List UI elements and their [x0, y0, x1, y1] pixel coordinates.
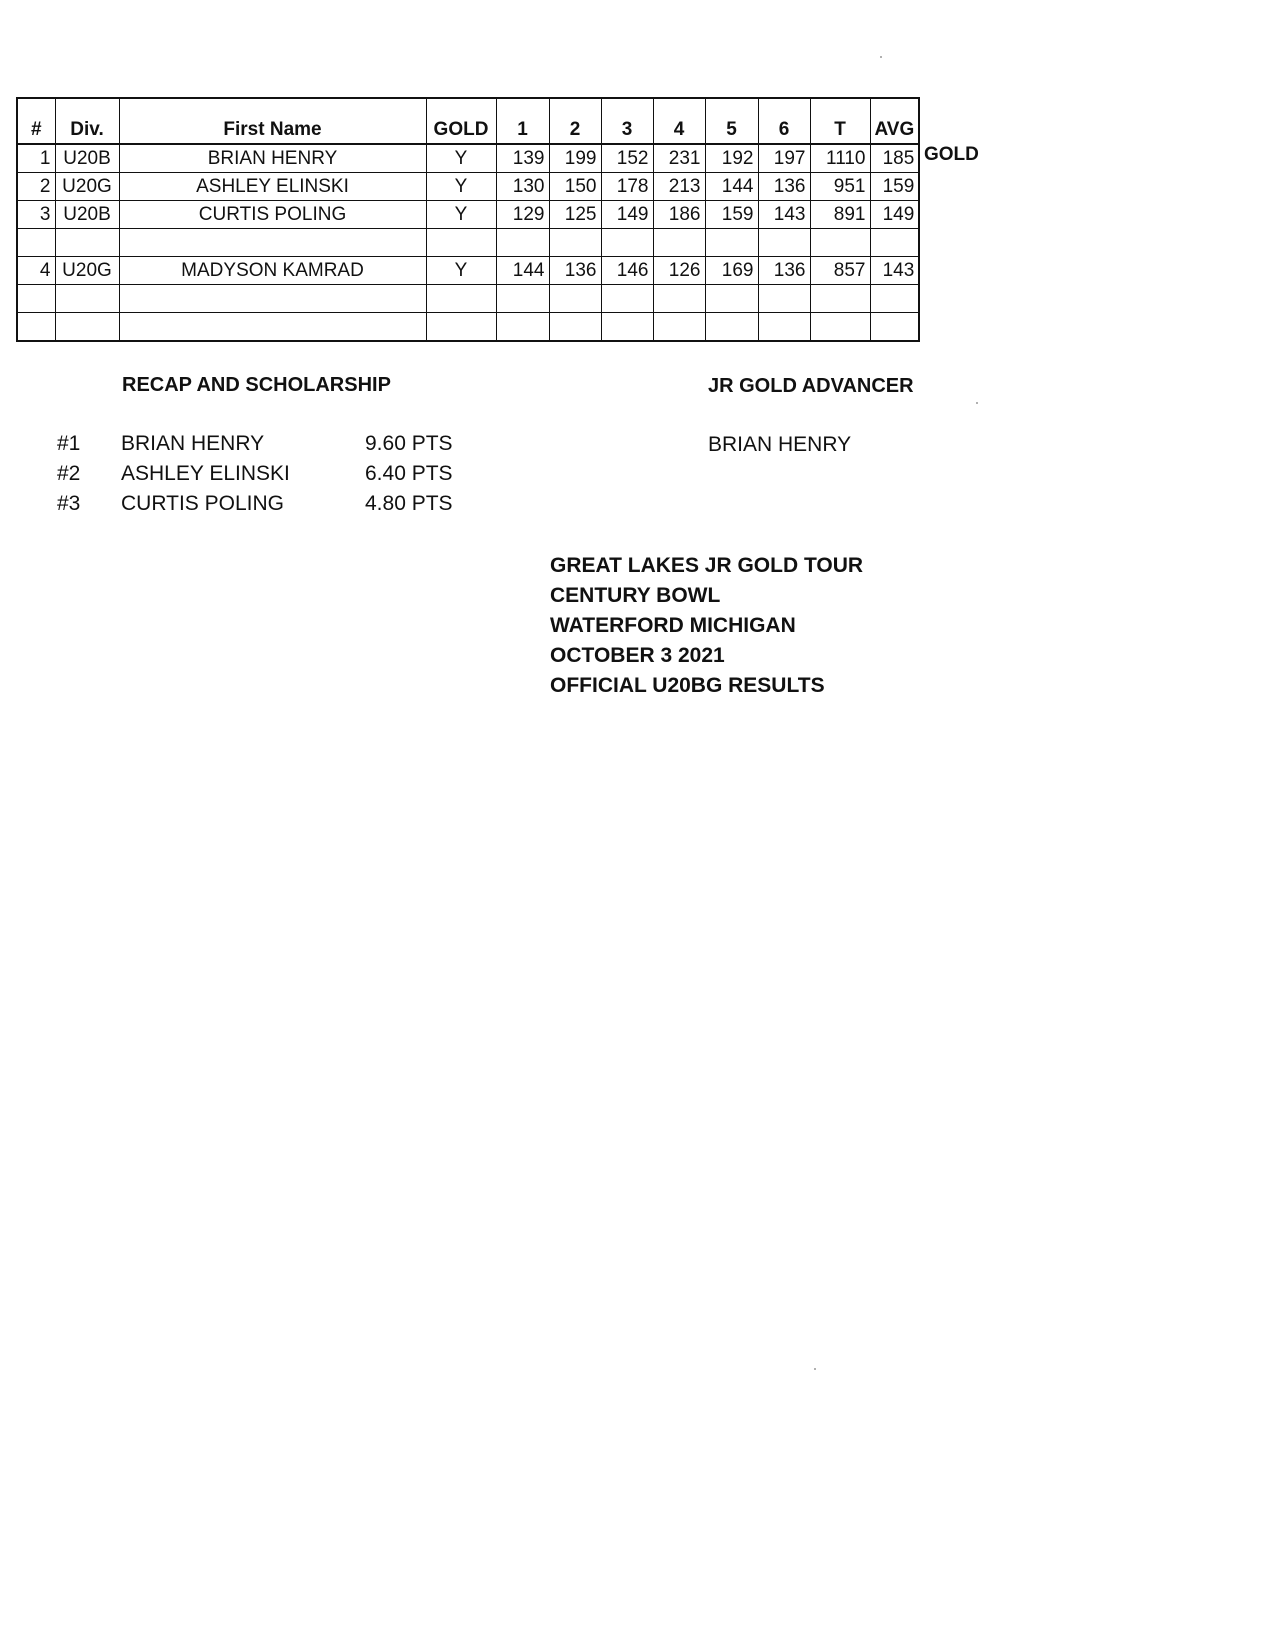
recap-name: BRIAN HENRY	[121, 432, 265, 455]
cell-first-name	[119, 285, 426, 313]
table-row	[17, 313, 919, 342]
recap-rank: #1	[57, 432, 81, 455]
cell-game-2	[549, 229, 601, 257]
cell-game-5: 144	[705, 173, 758, 201]
recap-points: 9.60 PTS	[365, 432, 453, 455]
cell-rank	[17, 313, 55, 342]
cell-total	[810, 285, 870, 313]
cell-game-1	[496, 285, 549, 313]
cell-game-4: 186	[653, 201, 705, 229]
cell-game-1: 139	[496, 144, 549, 173]
cell-gold: Y	[426, 257, 496, 285]
recap-rank: #2	[57, 462, 81, 485]
cell-first-name: CURTIS POLING	[119, 201, 426, 229]
cell-first-name	[119, 313, 426, 342]
cell-game-4	[653, 313, 705, 342]
cell-game-2: 150	[549, 173, 601, 201]
table-row	[17, 144, 919, 173]
cell-total: 891	[810, 201, 870, 229]
table-row	[17, 201, 919, 229]
cell-game-1	[496, 229, 549, 257]
gold-note: GOLD	[924, 144, 979, 165]
col-header-game-6: 6	[758, 98, 810, 144]
recap-entry	[57, 462, 477, 490]
cell-gold: Y	[426, 144, 496, 173]
cell-game-6: 143	[758, 201, 810, 229]
col-header-game-5: 5	[705, 98, 758, 144]
cell-game-5: 169	[705, 257, 758, 285]
event-tour: GREAT LAKES JR GOLD TOUR	[550, 554, 864, 577]
cell-rank: 2	[17, 173, 55, 201]
cell-game-6	[758, 285, 810, 313]
cell-first-name	[119, 229, 426, 257]
recap-entry	[57, 492, 477, 520]
cell-total: 1110	[810, 144, 870, 173]
cell-avg: 143	[870, 257, 919, 285]
cell-avg: 149	[870, 201, 919, 229]
recap-rank: #3	[57, 492, 81, 515]
cell-gold: Y	[426, 201, 496, 229]
recap-heading: RECAP AND SCHOLARSHIP	[122, 374, 391, 396]
cell-game-5	[705, 313, 758, 342]
cell-game-5: 159	[705, 201, 758, 229]
cell-game-3: 146	[601, 257, 653, 285]
cell-div: U20B	[55, 201, 119, 229]
col-header-rank: #	[17, 98, 55, 144]
cell-game-6: 197	[758, 144, 810, 173]
event-results-title: OFFICIAL U20BG RESULTS	[550, 674, 825, 697]
cell-first-name: ASHLEY ELINSKI	[119, 173, 426, 201]
event-date: OCTOBER 3 2021	[550, 644, 725, 667]
event-location: WATERFORD MICHIGAN	[550, 614, 796, 637]
scan-speck	[814, 1368, 816, 1370]
cell-game-2: 125	[549, 201, 601, 229]
cell-avg: 159	[870, 173, 919, 201]
cell-game-3	[601, 285, 653, 313]
recap-name: CURTIS POLING	[121, 492, 284, 515]
col-header-gold: GOLD	[426, 98, 496, 144]
event-venue: CENTURY BOWL	[550, 584, 721, 607]
cell-div	[55, 285, 119, 313]
cell-rank: 3	[17, 201, 55, 229]
cell-game-1: 129	[496, 201, 549, 229]
cell-game-1: 130	[496, 173, 549, 201]
cell-first-name: MADYSON KAMRAD	[119, 257, 426, 285]
table-row	[17, 173, 919, 201]
cell-game-4	[653, 285, 705, 313]
cell-game-6: 136	[758, 173, 810, 201]
recap-points: 4.80 PTS	[365, 492, 453, 515]
cell-total	[810, 229, 870, 257]
scan-speck	[880, 56, 882, 58]
cell-avg	[870, 313, 919, 342]
cell-total: 951	[810, 173, 870, 201]
cell-rank: 4	[17, 257, 55, 285]
cell-game-5: 192	[705, 144, 758, 173]
cell-game-6: 136	[758, 257, 810, 285]
col-header-game-1: 1	[496, 98, 549, 144]
cell-game-3: 178	[601, 173, 653, 201]
cell-game-2	[549, 285, 601, 313]
col-header-game-4: 4	[653, 98, 705, 144]
cell-gold	[426, 229, 496, 257]
cell-game-2: 199	[549, 144, 601, 173]
cell-rank	[17, 285, 55, 313]
cell-game-5	[705, 285, 758, 313]
cell-total: 857	[810, 257, 870, 285]
cell-game-3	[601, 229, 653, 257]
cell-avg: 185	[870, 144, 919, 173]
cell-gold	[426, 285, 496, 313]
cell-game-3	[601, 313, 653, 342]
cell-rank	[17, 229, 55, 257]
cell-first-name: BRIAN HENRY	[119, 144, 426, 173]
cell-game-3: 149	[601, 201, 653, 229]
table-row	[17, 257, 919, 285]
col-header-total: T	[810, 98, 870, 144]
cell-game-4: 126	[653, 257, 705, 285]
col-header-game-2: 2	[549, 98, 601, 144]
event-info	[550, 551, 863, 701]
cell-avg	[870, 285, 919, 313]
cell-game-4: 231	[653, 144, 705, 173]
cell-game-2	[549, 313, 601, 342]
advancer-name: BRIAN HENRY	[708, 433, 852, 456]
cell-div	[55, 313, 119, 342]
cell-game-3: 152	[601, 144, 653, 173]
cell-game-5	[705, 229, 758, 257]
col-header-avg: AVG	[870, 98, 919, 144]
header-row	[17, 98, 919, 144]
cell-avg	[870, 229, 919, 257]
cell-total	[810, 313, 870, 342]
col-header-div: Div.	[55, 98, 119, 144]
cell-div: U20B	[55, 144, 119, 173]
cell-div: U20G	[55, 173, 119, 201]
results-table	[16, 97, 920, 342]
table-row	[17, 285, 919, 313]
cell-div	[55, 229, 119, 257]
table-row	[17, 229, 919, 257]
recap-entry	[57, 432, 477, 460]
advancer-heading: JR GOLD ADVANCER	[708, 375, 914, 397]
cell-div: U20G	[55, 257, 119, 285]
cell-gold	[426, 313, 496, 342]
cell-game-4: 213	[653, 173, 705, 201]
cell-rank: 1	[17, 144, 55, 173]
cell-game-1: 144	[496, 257, 549, 285]
cell-game-6	[758, 313, 810, 342]
col-header-first-name: First Name	[119, 98, 426, 144]
cell-game-6	[758, 229, 810, 257]
cell-game-4	[653, 229, 705, 257]
recap-points: 6.40 PTS	[365, 462, 453, 485]
cell-game-1	[496, 313, 549, 342]
table-body	[17, 144, 919, 341]
cell-gold: Y	[426, 173, 496, 201]
recap-name: ASHLEY ELINSKI	[121, 462, 290, 485]
col-header-game-3: 3	[601, 98, 653, 144]
scan-speck	[976, 402, 978, 404]
cell-game-2: 136	[549, 257, 601, 285]
